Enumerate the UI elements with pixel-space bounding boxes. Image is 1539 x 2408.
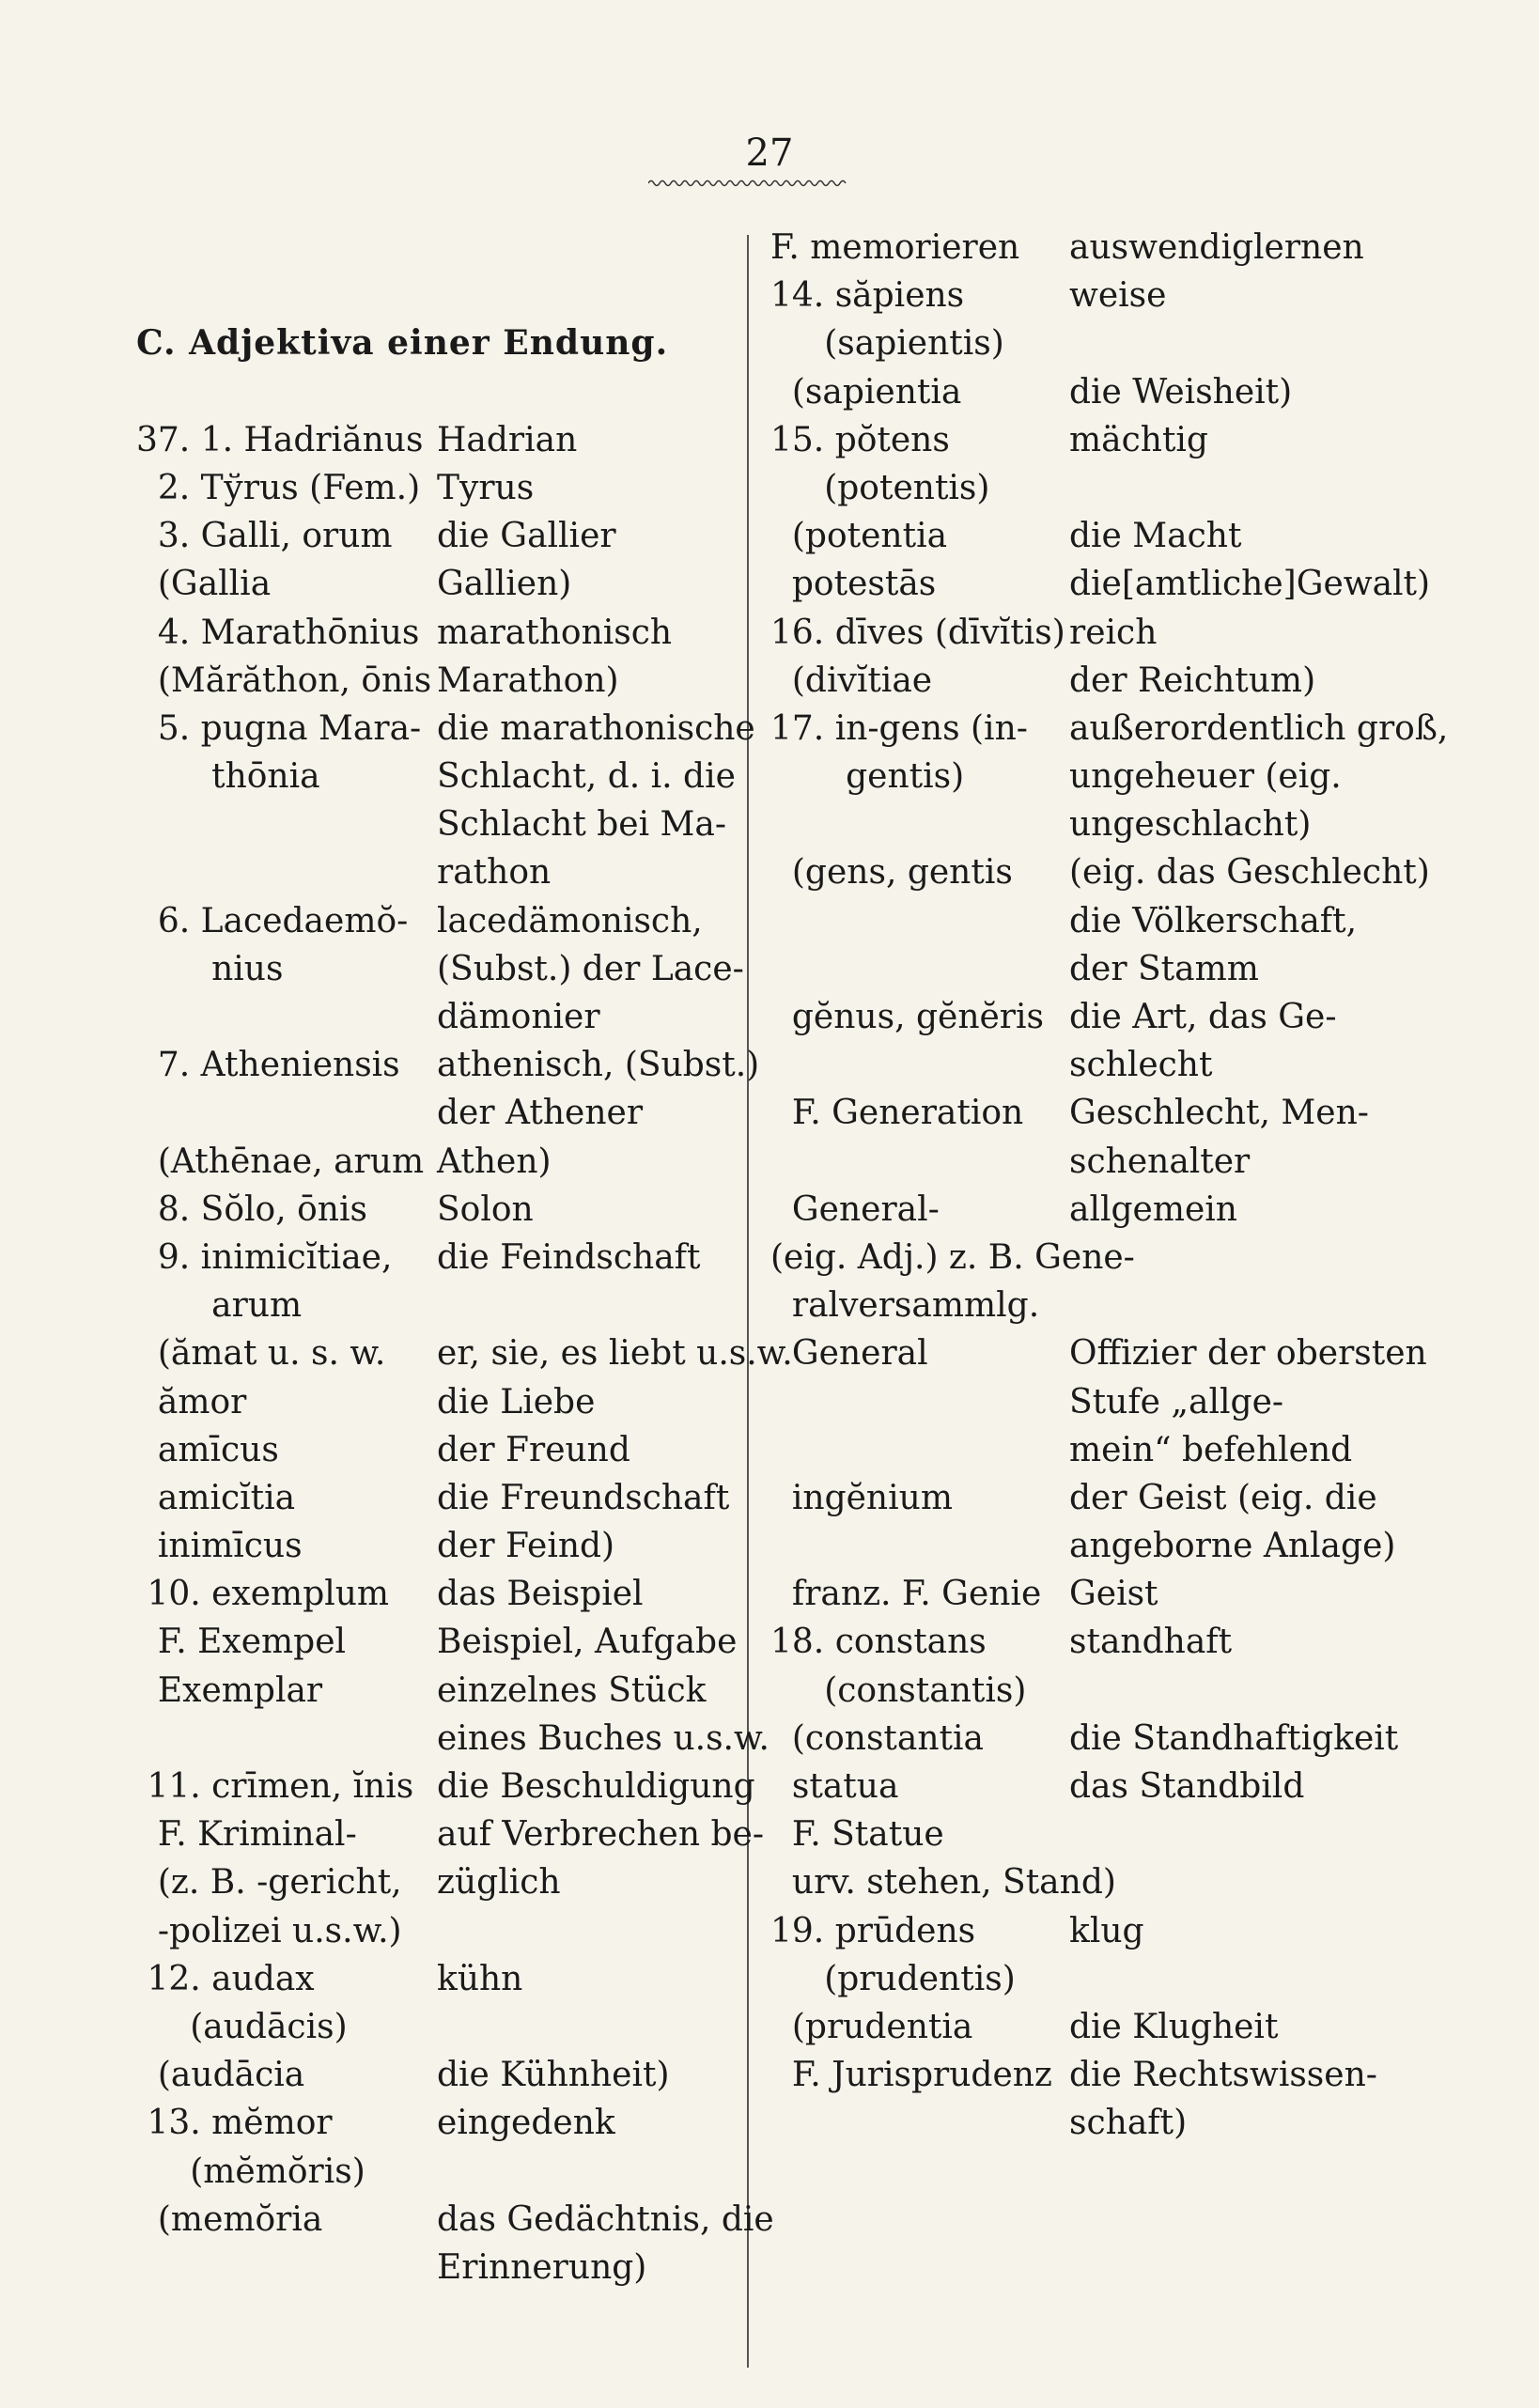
german-translation: schenalter bbox=[1069, 1142, 1251, 1181]
vocab-entry bbox=[770, 993, 1391, 1041]
vocab-entry bbox=[136, 1715, 770, 1763]
latin-term: amicĭtia bbox=[136, 1478, 296, 1517]
german-translation: auf Verbrechen be- bbox=[437, 1815, 764, 1855]
german-translation: die Liebe bbox=[437, 1382, 596, 1421]
vocab-entry bbox=[136, 800, 738, 848]
latin-term: 19. prūdens bbox=[770, 1911, 976, 1950]
latin-term: (gens, gentis bbox=[770, 853, 1013, 893]
german-translation: die Art, das Ge- bbox=[1069, 998, 1337, 1036]
latin-term: General- bbox=[770, 1189, 940, 1229]
vocab-entry bbox=[770, 945, 1391, 993]
latin-term: statua bbox=[770, 1767, 899, 1806]
vocab-entry bbox=[770, 1858, 1391, 1906]
vocab-entry bbox=[770, 1763, 1391, 1810]
german-translation: ungeschlacht) bbox=[1069, 805, 1312, 845]
latin-term: 16. dīves (dīvĭtis) bbox=[770, 613, 1065, 652]
latin-term: 6. Lacedaemŏ- bbox=[136, 901, 409, 940]
german-translation: Hadrian bbox=[437, 420, 578, 459]
vocab-entry bbox=[136, 2051, 738, 2099]
latin-term: 10. exemplum bbox=[136, 1575, 390, 1614]
latin-term: 11. crīmen, ĭnis bbox=[136, 1767, 414, 1807]
german-translation: Geist bbox=[1069, 1575, 1158, 1614]
german-translation: der Athener bbox=[437, 1094, 644, 1133]
german-translation: ungeheuer (eig. bbox=[1069, 757, 1342, 797]
vocab-entry bbox=[770, 272, 1391, 319]
vocab-entry bbox=[136, 2244, 738, 2291]
latin-term: (audācis) bbox=[136, 2007, 348, 2046]
vocab-entry bbox=[136, 1570, 738, 1618]
latin-term: (Athēnae, arum bbox=[136, 1142, 425, 1181]
latin-term: (audācia bbox=[136, 2056, 305, 2095]
german-translation: eines Buches u.s.w. bbox=[437, 1718, 770, 1758]
latin-term: (potentis) bbox=[770, 468, 990, 507]
vocab-entry bbox=[136, 1618, 738, 1666]
vocab-entry bbox=[136, 705, 755, 753]
latin-term: (prudentis) bbox=[770, 1959, 1016, 1998]
vocab-entry bbox=[770, 848, 1430, 896]
latin-term: 15. pŏtens bbox=[770, 420, 950, 459]
vocab-entry bbox=[136, 1522, 738, 1570]
german-translation: die Rechtswissen- bbox=[1069, 2056, 1377, 2095]
vocab-entry bbox=[770, 1522, 1396, 1570]
vocab-entry bbox=[770, 2099, 1391, 2147]
vocab-entry bbox=[136, 416, 738, 464]
vocab-entry bbox=[770, 368, 1391, 416]
latin-term: 17. in-gens (in- bbox=[770, 708, 1028, 748]
german-translation: (Subst.) der Lace- bbox=[437, 949, 744, 988]
page-number: 27 bbox=[745, 132, 794, 175]
latin-term: Exemplar bbox=[136, 1670, 323, 1710]
german-translation: das Gedächtnis, die bbox=[437, 2199, 774, 2239]
german-translation: der Freund bbox=[437, 1430, 630, 1469]
vocab-entry bbox=[136, 945, 744, 993]
latin-term: General bbox=[770, 1334, 928, 1374]
german-translation: die Freundschaft bbox=[437, 1478, 730, 1517]
vocab-entry bbox=[770, 1907, 1391, 1955]
vocab-entry bbox=[136, 2003, 738, 2051]
latin-term: (Mărăthon, ōnis bbox=[136, 660, 432, 700]
vocab-entry bbox=[770, 1234, 1391, 1282]
vocab-entry bbox=[770, 1955, 1391, 2003]
german-translation: die Weisheit) bbox=[1069, 372, 1293, 412]
vocab-entry bbox=[136, 657, 738, 705]
vocab-entry bbox=[136, 897, 738, 945]
german-translation: er, sie, es liebt u.s.w. bbox=[437, 1334, 793, 1374]
column-divider bbox=[747, 235, 749, 2368]
latin-term: (constantis) bbox=[770, 1670, 1027, 1710]
german-translation: die Beschuldigung bbox=[437, 1767, 755, 1807]
latin-term: 3. Galli, orum bbox=[136, 517, 393, 556]
vocab-entry bbox=[136, 609, 738, 657]
german-translation: athenisch, (Subst.) bbox=[437, 1046, 760, 1085]
vocab-entry bbox=[770, 2051, 1391, 2099]
vocab-entry bbox=[770, 705, 1449, 753]
vocab-entry bbox=[770, 1378, 1391, 1426]
latin-term: (constantia bbox=[770, 1718, 984, 1758]
latin-term: potestās bbox=[770, 565, 937, 604]
vocab-entry bbox=[136, 848, 738, 896]
latin-term: thōnia bbox=[136, 757, 320, 797]
latin-term: franz. F. Genie bbox=[770, 1575, 1042, 1614]
latin-term: (mĕmŏris) bbox=[136, 2152, 365, 2191]
german-translation: weise bbox=[1069, 276, 1167, 316]
vocab-entry bbox=[770, 609, 1391, 657]
latin-term: 9. inimicĭtiae, bbox=[136, 1237, 393, 1277]
latin-term: F. Exempel bbox=[136, 1623, 347, 1662]
german-translation: Erinnerung) bbox=[437, 2247, 647, 2287]
german-translation: Gallien) bbox=[437, 565, 572, 604]
german-translation: der Stamm bbox=[1069, 949, 1259, 988]
german-translation: schaft) bbox=[1069, 2104, 1188, 2143]
vocab-entry bbox=[136, 1282, 738, 1329]
latin-term: F. Generation bbox=[770, 1094, 1024, 1133]
german-translation: standhaft bbox=[1069, 1623, 1233, 1662]
vocab-entry bbox=[136, 512, 738, 560]
vocab-entry bbox=[136, 753, 738, 800]
latin-term: (Gallia bbox=[136, 565, 272, 604]
latin-term: nius bbox=[136, 949, 284, 988]
vocab-entry bbox=[770, 1282, 1391, 1329]
german-translation: Marathon) bbox=[437, 660, 619, 700]
german-translation: die[amtliche]Gewalt) bbox=[1069, 565, 1431, 604]
vocab-entry bbox=[770, 657, 1391, 705]
latin-term: (prudentia bbox=[770, 2007, 973, 2046]
vocab-entry bbox=[136, 1426, 738, 1474]
latin-term: (sapientia bbox=[770, 372, 962, 412]
latin-term: F. Jurisprudenz bbox=[770, 2056, 1052, 2095]
latin-term: gentis) bbox=[770, 757, 965, 797]
german-translation: mächtig bbox=[1069, 420, 1208, 459]
latin-term: F. memorieren bbox=[770, 228, 1020, 267]
vocab-entry bbox=[770, 1089, 1391, 1137]
latin-term: 13. mĕmor bbox=[136, 2104, 333, 2143]
vocab-entry bbox=[770, 1186, 1391, 1234]
section-heading: C. Adjektiva einer Endung. bbox=[136, 323, 669, 364]
latin-term: 2. Tўrus (Fem.) bbox=[136, 468, 421, 507]
german-translation: Stufe „allge- bbox=[1069, 1382, 1284, 1421]
german-translation: die Kühnheit) bbox=[437, 2056, 670, 2095]
latin-term: (z. B. -gericht, bbox=[136, 1863, 402, 1903]
latin-term: (potentia bbox=[770, 517, 948, 556]
latin-term: (memŏria bbox=[136, 2199, 323, 2239]
vocab-entry bbox=[136, 1329, 793, 1377]
german-translation: dämonier bbox=[437, 998, 600, 1037]
german-translation: die Standhaftigkeit bbox=[1069, 1718, 1399, 1758]
vocab-entry bbox=[136, 560, 738, 608]
vocab-entry bbox=[770, 753, 1391, 800]
german-translation: Solon bbox=[437, 1189, 534, 1229]
vocab-entry bbox=[770, 1329, 1427, 1377]
latin-term: -polizei u.s.w.) bbox=[136, 1911, 402, 1950]
vocab-entry bbox=[770, 416, 1391, 464]
vocab-entry bbox=[136, 2196, 774, 2244]
vocab-entry bbox=[770, 2003, 1391, 2051]
vocab-entry bbox=[136, 1907, 738, 1955]
german-translation: Schlacht bei Ma- bbox=[437, 805, 727, 845]
vocab-entry bbox=[136, 1378, 738, 1426]
german-translation: kühn bbox=[437, 1959, 523, 1998]
german-translation: (eig. das Geschlecht) bbox=[1069, 853, 1430, 893]
german-translation: der Feind) bbox=[437, 1527, 615, 1566]
vocab-entry bbox=[770, 512, 1391, 560]
german-translation: außerordentlich groß, bbox=[1069, 708, 1449, 748]
german-translation: Beispiel, Aufgabe bbox=[437, 1623, 738, 1662]
german-translation: auswendiglernen bbox=[1069, 228, 1364, 267]
german-translation: Offizier der obersten bbox=[1069, 1334, 1427, 1374]
german-translation: einzelnes Stück bbox=[437, 1670, 707, 1710]
german-translation: klug bbox=[1069, 1911, 1144, 1950]
vocab-entry bbox=[770, 1810, 1391, 1858]
latin-term: 18. constans bbox=[770, 1623, 987, 1662]
german-translation: marathonisch bbox=[437, 613, 673, 652]
vocab-entry bbox=[136, 464, 738, 512]
right-column bbox=[770, 224, 1449, 2148]
latin-term: (eig. Adj.) z. B. Gene- bbox=[770, 1237, 1135, 1277]
vocab-entry bbox=[136, 1763, 755, 1810]
vocab-entry bbox=[136, 1955, 738, 2003]
vocab-entry bbox=[770, 319, 1391, 367]
vocab-entry bbox=[136, 993, 738, 1041]
german-translation: rathon bbox=[437, 853, 552, 893]
german-translation: allgemein bbox=[1069, 1189, 1237, 1229]
vocab-entry bbox=[770, 1667, 1391, 1715]
german-translation: angeborne Anlage) bbox=[1069, 1527, 1396, 1566]
german-translation: der Geist (eig. die bbox=[1069, 1478, 1377, 1517]
german-translation: die Klugheit bbox=[1069, 2007, 1279, 2046]
german-translation: die Gallier bbox=[437, 517, 616, 556]
vocab-entry bbox=[136, 1810, 764, 1858]
german-translation: Geschlecht, Men- bbox=[1069, 1094, 1369, 1133]
vocab-entry bbox=[136, 1089, 738, 1137]
vocab-entry bbox=[136, 1858, 738, 1906]
vocab-entry bbox=[770, 1041, 1391, 1089]
vocab-entry bbox=[770, 1426, 1391, 1474]
vocab-entry bbox=[136, 1138, 738, 1186]
vocab-entry bbox=[770, 1618, 1391, 1666]
german-translation: die marathonische bbox=[437, 708, 755, 748]
german-translation: die Feindschaft bbox=[437, 1237, 701, 1277]
vocab-entry bbox=[770, 1715, 1399, 1763]
german-translation: Athen) bbox=[437, 1142, 552, 1181]
vocab-entry bbox=[136, 1667, 738, 1715]
vocab-entry bbox=[770, 1138, 1391, 1186]
latin-term: inimīcus bbox=[136, 1527, 303, 1566]
vocab-entry bbox=[770, 1570, 1391, 1618]
german-translation: das Beispiel bbox=[437, 1575, 644, 1614]
german-translation: eingedenk bbox=[437, 2104, 615, 2143]
latin-term: (divĭtiae bbox=[770, 660, 933, 700]
latin-term: F. Statue bbox=[770, 1815, 944, 1855]
vocab-entry bbox=[136, 1474, 738, 1522]
german-translation: züglich bbox=[437, 1863, 561, 1903]
latin-term: ingĕnium bbox=[770, 1478, 953, 1517]
german-translation: die Völkerschaft, bbox=[1069, 901, 1358, 940]
left-column bbox=[136, 224, 793, 2291]
latin-term: 8. Sŏlo, ōnis bbox=[136, 1189, 367, 1229]
german-translation: der Reichtum) bbox=[1069, 660, 1316, 700]
german-translation: lacedämonisch, bbox=[437, 901, 703, 940]
vocab-entry bbox=[770, 224, 1391, 272]
vocab-entry bbox=[770, 800, 1391, 848]
german-translation: das Standbild bbox=[1069, 1767, 1305, 1806]
german-translation: reich bbox=[1069, 613, 1158, 652]
latin-term: F. Kriminal- bbox=[136, 1815, 357, 1855]
latin-term: urv. stehen, Stand) bbox=[770, 1863, 1116, 1903]
vocab-entry bbox=[136, 1186, 738, 1234]
vocab-entry bbox=[136, 2148, 738, 2196]
vocab-entry bbox=[136, 1041, 760, 1089]
latin-term: gĕnus, gĕnĕris bbox=[770, 998, 1045, 1036]
latin-term: 7. Atheniensis bbox=[136, 1046, 400, 1085]
vocab-entry bbox=[136, 2099, 738, 2147]
latin-term: arum bbox=[136, 1286, 303, 1326]
latin-term: amīcus bbox=[136, 1430, 279, 1469]
latin-term: ămor bbox=[136, 1382, 247, 1421]
german-translation: Tyrus bbox=[437, 468, 535, 507]
latin-term: 14. săpiens bbox=[770, 276, 965, 316]
vocab-entry bbox=[770, 464, 1391, 512]
vocab-entry bbox=[770, 897, 1391, 945]
decorative-wave-rule bbox=[648, 179, 847, 188]
latin-term: ralversammlg. bbox=[770, 1286, 1040, 1326]
vocab-entry bbox=[770, 560, 1431, 608]
german-translation: die Macht bbox=[1069, 517, 1242, 556]
latin-term: (sapientis) bbox=[770, 324, 1004, 364]
latin-term: (ămat u. s. w. bbox=[136, 1334, 386, 1374]
latin-term: 4. Marathōnius bbox=[136, 613, 420, 652]
latin-term: 37. 1. Hadriănus bbox=[136, 420, 424, 459]
german-translation: Schlacht, d. i. die bbox=[437, 757, 736, 797]
latin-term: 12. audax bbox=[136, 1959, 315, 1998]
german-translation: schlecht bbox=[1069, 1046, 1213, 1085]
vocab-entry bbox=[770, 1474, 1391, 1522]
vocab-entry bbox=[136, 1234, 738, 1282]
german-translation: mein“ befehlend bbox=[1069, 1430, 1353, 1469]
latin-term: 5. pugna Mara- bbox=[136, 708, 422, 748]
